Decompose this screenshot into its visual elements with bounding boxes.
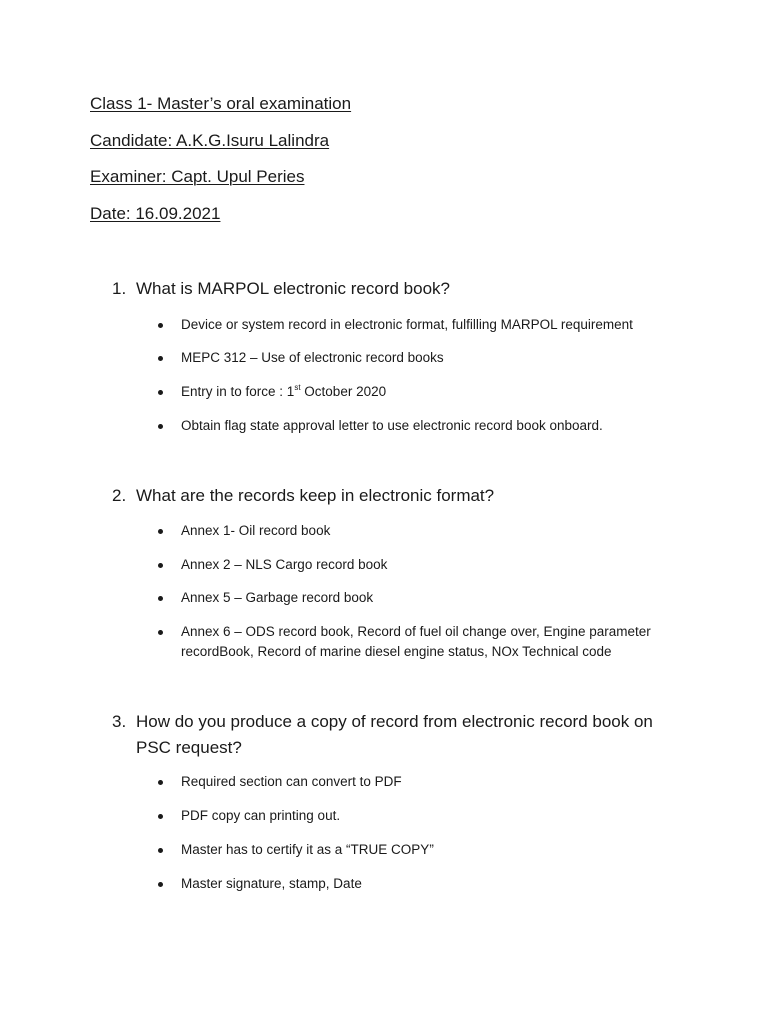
exam-title: Class 1- Master’s oral examination [90,94,352,113]
list-item-text: Annex 6 – ODS record book, Record of fuel oil change over, Engine parameter recordBook, Record of marine diesel engine status, NOx Technical code [181,624,651,659]
list-item-text [158,382,678,402]
question-number: 3. [112,712,127,731]
list-item [158,772,678,792]
list-item-text: Device or system record in electronic format, fulfilling MARPOL requirement [181,317,633,332]
bullet-icon [158,848,163,853]
list-item [158,622,678,662]
bullet-icon [158,596,163,601]
question-number: 2. [112,486,127,505]
list-item-text: Master signature, stamp, Date [181,876,362,891]
list-item-text: MEPC 312 – Use of electronic record books [181,350,444,365]
candidate-line: Candidate: A.K.G.Isuru Lalindra [90,131,330,150]
question-text: What are the records keep in electronic format? [136,486,495,505]
list-item-text: Annex 5 – Garbage record book [181,590,374,605]
date-line: Date: 16.09.2021 [90,204,221,223]
bullet-icon [158,529,163,534]
question-1 [112,276,682,302]
list-item-text: PDF copy can printing out. [181,808,341,823]
list-item [158,315,678,335]
bullet-icon [158,390,163,395]
ordinal-superscript: st [294,383,301,392]
question-text: How do you produce a copy of record from electronic record book on PSC request? [136,712,653,757]
bullet-icon [158,323,163,328]
list-item [158,874,678,894]
examiner-line: Examiner: Capt. Upul Peries [90,167,305,186]
list-item [158,348,678,368]
list-item-text: Master has to certify it as a “TRUE COPY” [181,842,434,857]
list-item [158,588,678,608]
bullet-icon [158,814,163,819]
list-item [158,382,678,402]
list-item [158,521,678,541]
list-item-text: Annex 2 – NLS Cargo record book [181,557,388,572]
bullet-icon [158,882,163,887]
question-3 [112,709,682,761]
list-item [158,416,678,436]
bullet-icon [158,356,163,361]
entry-force-suffix: October 2020 [300,384,387,399]
list-item-text: Obtain flag state approval letter to use electronic record book onboard. [181,418,603,433]
list-item-text: Required section can convert to PDF [181,774,402,789]
list-item [158,555,678,575]
bullet-icon [158,780,163,785]
list-item [158,806,678,826]
bullet-icon [158,630,163,635]
bullet-icon [158,563,163,568]
question-2 [112,483,682,509]
list-item [158,840,678,860]
question-number: 1. [112,279,127,298]
question-text: What is MARPOL electronic record book? [136,279,450,298]
bullet-icon [158,424,163,429]
list-item-text: Annex 1- Oil record book [181,523,331,538]
entry-force-prefix: Entry in to force : 1 [181,384,295,399]
